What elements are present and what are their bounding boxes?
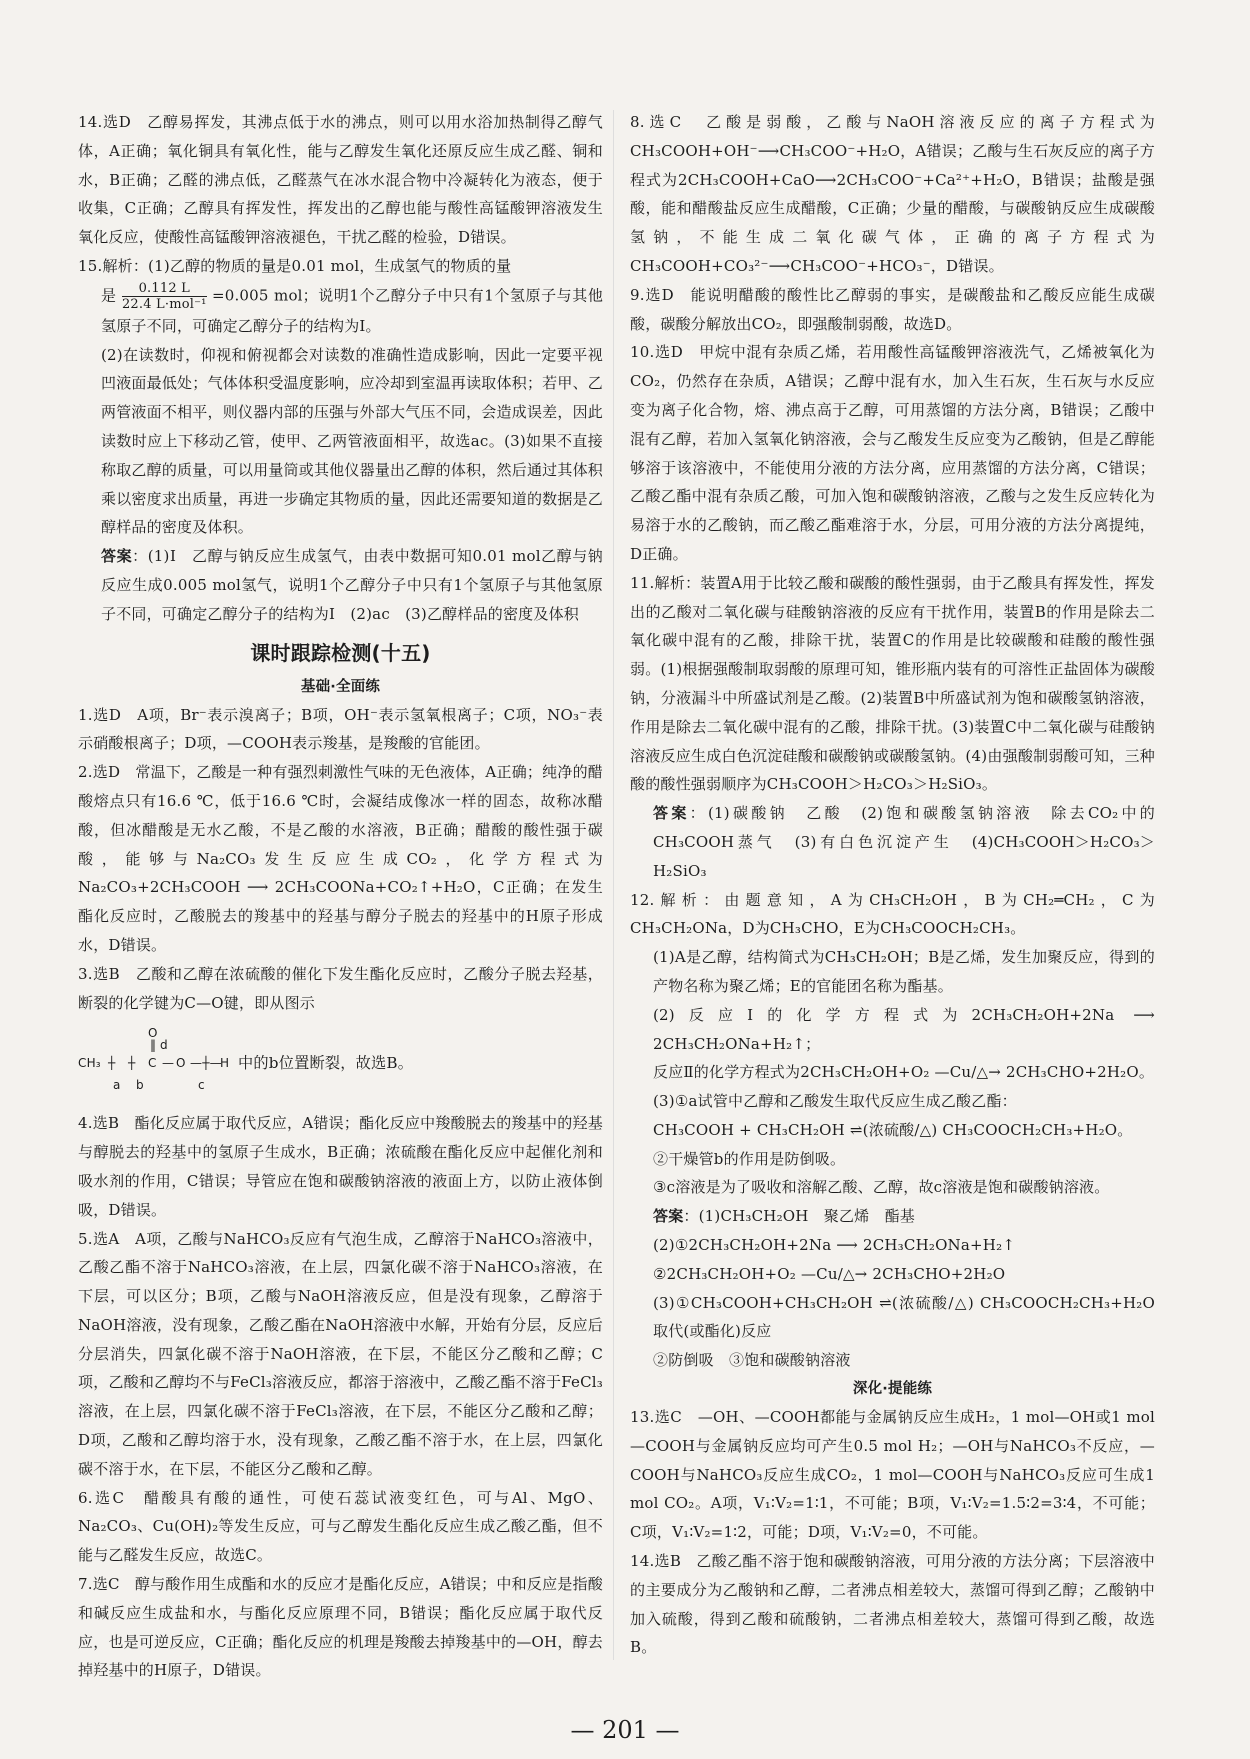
answer-7: 7.选C 醇与酸作用生成酯和水的反应才是酯化反应，A错误；中和反应是指酸和碱反应生成盐和水，与酯化反应原理不同，B错误；酯化反应属于取代反应，也是可逆反应，C正确；酯化反应的机理是羧酸去掉羧基中的—OH，醇去掉羟基中的H原子，D错误。 xyxy=(78,1575,603,1680)
answer-2: 2.选D 常温下，乙酸是一种有强烈刺激性气味的无色液体，A正确；纯净的醋酸熔点只有16.6 ℃，低于16.6 ℃时，会凝结成像冰一样的固态，故称冰醋酸，但冰醋酸是无水乙酸，不是乙酸的水溶液，B正确；醋酸的酸性强于碳酸，能够与Na₂CO₃发生反应生成CO₂，化学方程式为Na₂CO₃+2CH₃COOH ⟶ 2CH₃COONa+CO₂↑+H₂O，C正确；在发生酯化反应时，乙酸脱去的羧基中的羟基与醇分子脱去的羟基中的H原子形成水，D错误。 xyxy=(78,763,603,954)
answer-12-part-2a: (2)反应Ⅰ的化学方程式为2CH₃CH₂OH+2Na ⟶ 2CH₃CH₂ONa+H₂↑； xyxy=(653,1005,1155,1053)
answer-12: 12.解析：由题意知，A为CH₃CH₂OH，B为CH₂═CH₂，C为CH₃CH₂ONa，D为CH₃CHO，E为CH₃COOCH₂CH₃。 xyxy=(630,890,1155,938)
right-column xyxy=(630,108,1171,1662)
answer-11-answer xyxy=(630,799,1155,885)
struct-bond-2: ┼ xyxy=(128,1056,136,1071)
answer-15-body: (2)在读数时，仰视和俯视都会对读数的准确性造成影响，因此一定要平视凹液面最低处；气体体积受温度影响，应冷却到室温再读取体积；若甲、乙两管液面不相平，则仪器内部的压强与外部大气压不同，会造成误差，因此读数时应上下移动乙管，使甲、乙两管液面相平，故选ac。(3)如果不直接称取乙醇的质量，可以用量筒或其他仪器量出乙醇的体积，然后通过其体积乘以密度求出质量，再进一步确定其物质的量，因此还需要知道的数据是乙醇样品的密度及体积。 xyxy=(101,345,603,537)
struct-bond-4: —┼— xyxy=(190,1056,222,1071)
ester-structure-diagram xyxy=(78,1019,603,1107)
answer-12-answer-3: ②2CH₃CH₂OH+O₂ —Cu/△→ 2CH₃CHO+2H₂O xyxy=(653,1264,1006,1283)
answer-1: 1.选D A项，Br⁻表示溴离子；B项，OH⁻表示氢氧根离子；C项，NO₃⁻表示硝酸根离子；D项，—COOH表示羧基，是羧酸的官能团。 xyxy=(78,705,603,753)
answer-12-answer-4: (3)①CH₃COOH+CH₃CH₂OH ⇌(浓硫酸/△) CH₃COOCH₂CH₃+H₂O 取代(或酯化)反应 xyxy=(653,1293,1171,1341)
section-title: 课时跟踪检测(十五) xyxy=(250,640,431,665)
fraction-suffix: =0.005 mol；说明1个乙醇分子中只有1个氢原子与其他氢原子不同，可确定乙醇分子的结构为Ⅰ。 xyxy=(101,286,604,335)
answer-12-part-2b: 反应Ⅱ的化学方程式为2CH₃CH₂OH+O₂ —Cu/△→ 2CH₃CHO+2H₂O。 xyxy=(653,1063,1155,1082)
fraction-denominator: 22.4 L·mol⁻¹ xyxy=(121,296,207,312)
answer-text: ：(1)Ⅰ 乙醇与钠反应生成氢气，由表中数据可知0.01 mol乙醇与钠反应生成0.005 mol氢气，说明1个乙醇分子中只有1个氢原子与其他氢原子不同，可确定乙醇分子的结构为Ⅰ (2)ac (3)乙醇样品的密度及体积 xyxy=(101,547,604,623)
left-column xyxy=(78,108,603,1685)
fraction-prefix: 是 xyxy=(101,286,117,305)
subsection-title-basic: 基础·全面练 xyxy=(300,678,381,695)
struct-c: C xyxy=(148,1056,157,1071)
subsection-title-advanced: 深化·提能练 xyxy=(852,1381,933,1398)
struct-label-b: b xyxy=(136,1078,144,1093)
answer-12-part-3a: (3)①a试管中乙醇和乙酸发生取代反应生成乙酸乙酯： xyxy=(653,1092,1017,1111)
answer-label: 答案 xyxy=(653,1207,684,1226)
answer-8: 8.选C 乙酸是弱酸，乙酸与NaOH溶液反应的离子方程式为CH₃COOH+OH⁻⟶CH₃COO⁻+H₂O，A错误；乙酸与生石灰反应的离子方程式为2CH₃COOH+CaO⟶2CH₃COO⁻+Ca²⁺+H₂O，B错误；盐酸是强酸，能和醋酸盐反应生成醋酸，C正确；少量的醋酸，与碳酸钠反应生成碳酸氢钠，不能生成二氧化碳气体，正确的离子方程式为CH₃COOH+CO₃²⁻⟶CH₃COO⁻+HCO₃⁻，D错误。 xyxy=(630,113,1155,275)
answer-14: 14.选D 乙醇易挥发，其沸点低于水的沸点，则可以用水浴加热制得乙醇气体，A正确；氧化铜具有氧化性，能与乙醇发生氧化还原反应生成乙醛、铜和水，B正确；乙醛的沸点低，乙醛蒸气在冰水混合物中冷凝转化为液态，便于收集，C正确；乙醇具有挥发性，挥发出的乙醇也能与酸性高锰酸钾溶液发生氧化反应，使酸性高锰酸钾溶液褪色，干扰乙醛的检验，D错误。 xyxy=(78,113,603,247)
answer-9: 9.选D 能说明醋酸的酸性比乙醇弱的事实，是碳酸盐和乙酸反应能生成碳酸，碳酸分解放出CO₂，即强酸制弱酸，故选D。 xyxy=(630,285,1155,333)
answer-12-answer-2: (2)①2CH₃CH₂OH+2Na ⟶ 2CH₃CH₂ONa+H₂↑ xyxy=(653,1236,1016,1255)
answer-3: 3.选B 乙酸和乙醇在浓硫酸的催化下发生酯化反应时，乙酸分子脱去羟基，断裂的化学键为C—O键，即从图示 xyxy=(78,964,603,1012)
answer-text: ：(1)碳酸钠 乙酸 (2)饱和碳酸氢钠溶液 除去CO₂中的CH₃COOH蒸气 (3)有白色沉淀产生 (4)CH₃COOH＞H₂CO₃＞H₂SiO₃ xyxy=(653,804,1155,880)
answer-12-answer-5: ②防倒吸 ③饱和碳酸钠溶液 xyxy=(653,1351,851,1370)
answer-label: 答案 xyxy=(101,547,133,566)
struct-tail-text: 中的b位置断裂，故选B。 xyxy=(238,1054,414,1073)
answer-10: 10.选D 甲烷中混有杂质乙烯，若用酸性高锰酸钾溶液洗气，乙烯被氧化为CO₂，仍然存在杂质，A错误；乙醇中混有水，加入生石灰，生石灰与水反应变为离子化合物，熔、沸点高于乙醇，可用蒸馏的方法分离，B错误；乙酸中混有乙醇，若加入氢氧化钠溶液，会与乙酸发生反应变为乙酸钠，但是乙醇能够溶于该溶液中，不能使用分液的方法分离，应用蒸馏的方法分离，C错误；乙酸乙酯中混有杂质乙酸，可加入饱和碳酸钠溶液，乙酸与之发生反应转化为易溶于水的乙酸钠，而乙酸乙酯难溶于水，分层，可用分液的方法分离提纯，D正确。 xyxy=(630,343,1155,563)
struct-double-bond: ‖ xyxy=(150,1038,157,1053)
answer-12-equation: CH₃COOH + CH₃CH₂OH ⇌(浓硫酸/△) CH₃COOCH₂CH₃+H₂O。 xyxy=(653,1120,1133,1139)
answer-12-part-3c: ③c溶液是为了吸收和溶解乙酸、乙醇，故c溶液是饱和碳酸钠溶液。 xyxy=(653,1178,1110,1197)
struct-bond-1: ┼ xyxy=(108,1056,116,1071)
struct-label-d: d xyxy=(160,1038,168,1053)
fraction-numerator: 0.112 L xyxy=(138,280,190,296)
page-number: — 201 — xyxy=(570,1716,680,1744)
answer-13: 13.选C —OH、—COOH都能与金属钠反应生成H₂，1 mol—OH或1 mol—COOH与金属钠反应均可产生0.5 mol H₂；—OH与NaHCO₃不反应，—COOH与NaHCO₃反应生成CO₂，1 mol—COOH与NaHCO₃反应可生成1 mol CO₂。A项，V₁∶V₂=1∶1，不可能；B项，V₁∶V₂=1.5∶2=3∶4，不可能；C项，V₁∶V₂=1∶2，可能；D项，V₁∶V₂=0，不可能。 xyxy=(630,1408,1155,1542)
answer-15-head: 15.解析：(1)乙醇的物质的量是0.01 mol，生成氢气的物质的量 xyxy=(78,256,512,275)
answer-label: 答案 xyxy=(653,804,690,823)
answer-12-part-1: (1)A是乙醇，结构简式为CH₃CH₂OH；B是乙烯，发生加聚反应，得到的产物名称为聚乙烯；E的官能团名称为酯基。 xyxy=(653,948,1155,995)
answer-text: ：(1)CH₃CH₂OH 聚乙烯 酯基 xyxy=(683,1207,915,1226)
answer-12-answer-1 xyxy=(630,1202,1155,1231)
answer-12-part-3b: ②干燥管b的作用是防倒吸。 xyxy=(653,1149,846,1168)
struct-o: O xyxy=(176,1056,186,1071)
struct-label-a: a xyxy=(113,1078,121,1093)
struct-label-c: c xyxy=(198,1078,205,1093)
struct-bond-3: — xyxy=(162,1056,175,1071)
column-divider xyxy=(613,110,614,1660)
answer-5: 5.选A A项，乙酸与NaHCO₃反应有气泡生成，乙醇溶于NaHCO₃溶液中，乙酸乙酯不溶于NaHCO₃溶液，在上层，四氯化碳不溶于NaHCO₃溶液，在下层，可以区分；B项，乙酸与NaOH溶液反应，但是没有现象，乙醇溶于NaOH溶液，没有现象，乙酸乙酯在NaOH溶液中水解，开始有分层，反应后分层消失，四氯化碳不溶于NaOH溶液，在下层，不能区分乙酸和乙醇；C项，乙酸和乙醇均不与FeCl₃溶液反应，都溶于溶液中，乙酸乙酯不溶于FeCl₃溶液，在上层，四氯化碳不溶于FeCl₃溶液，在下层，不能区分乙酸和乙醇；D项，乙酸和乙醇均溶于水，没有现象，乙酸乙酯不溶于水，在上层，四氯化碳不溶于水，在下层，不能区分乙酸和乙醇。 xyxy=(78,1229,603,1478)
struct-ch3: CH₃ xyxy=(78,1056,101,1071)
fraction xyxy=(122,281,207,312)
answer-15-answer xyxy=(78,542,603,628)
answer-14-right: 14.选B 乙酸乙酯不溶于饱和碳酸钠溶液，可用分液的方法分离；下层溶液中的主要成分为乙酸钠和乙醇，二者沸点相差较大，蒸馏可得到乙醇；乙酸钠中加入硫酸，得到乙酸和硫酸钠，二者沸点相差较大，蒸馏可得到乙酸，故选B。 xyxy=(630,1552,1155,1657)
struct-h: H xyxy=(220,1056,230,1071)
struct-o-top: O xyxy=(148,1026,158,1041)
answer-6: 6.选C 醋酸具有酸的通性，可使石蕊试液变红色，可与Al、MgO、Na₂CO₃、Cu(OH)₂等发生反应，可与乙醇发生酯化反应生成乙酸乙酯，但不能与乙醛发生反应，故选C。 xyxy=(78,1488,603,1565)
answer-15-fraction-line xyxy=(78,281,603,341)
answer-11: 11.解析：装置A用于比较乙酸和碳酸的酸性强弱，由于乙酸具有挥发性，挥发出的乙酸对二氧化碳与硅酸钠溶液的反应有干扰作用，装置B的作用是除去二氧化碳中混有的乙酸，排除干扰，装置C的作用是比较碳酸和硅酸的酸性强弱。(1)根据强酸制取弱酸的原理可知，锥形瓶内装有的可溶性正盐固体为碳酸钠，分液漏斗中所盛试剂是乙酸。(2)装置B中所盛试剂为饱和碳酸氢钠溶液，作用是除去二氧化碳中混有的乙酸，排除干扰。(3)装置C中二氧化碳与硅酸钠溶液反应生成白色沉淀硅酸和碳酸钠或碳酸氢钠。(4)由强酸制弱酸可知，三种酸的酸性强弱顺序为CH₃COOH＞H₂CO₃＞H₂SiO₃。 xyxy=(630,573,1155,794)
answer-4: 4.选B 酯化反应属于取代反应，A错误；酯化反应中羧酸脱去的羧基中的羟基与醇脱去的羟基中的氢原子生成水，B正确；浓硫酸在酯化反应中起催化剂和吸水剂的作用，C错误；导管应在饱和碳酸钠溶液的液面上方，以防止液体倒吸，D错误。 xyxy=(78,1114,603,1219)
